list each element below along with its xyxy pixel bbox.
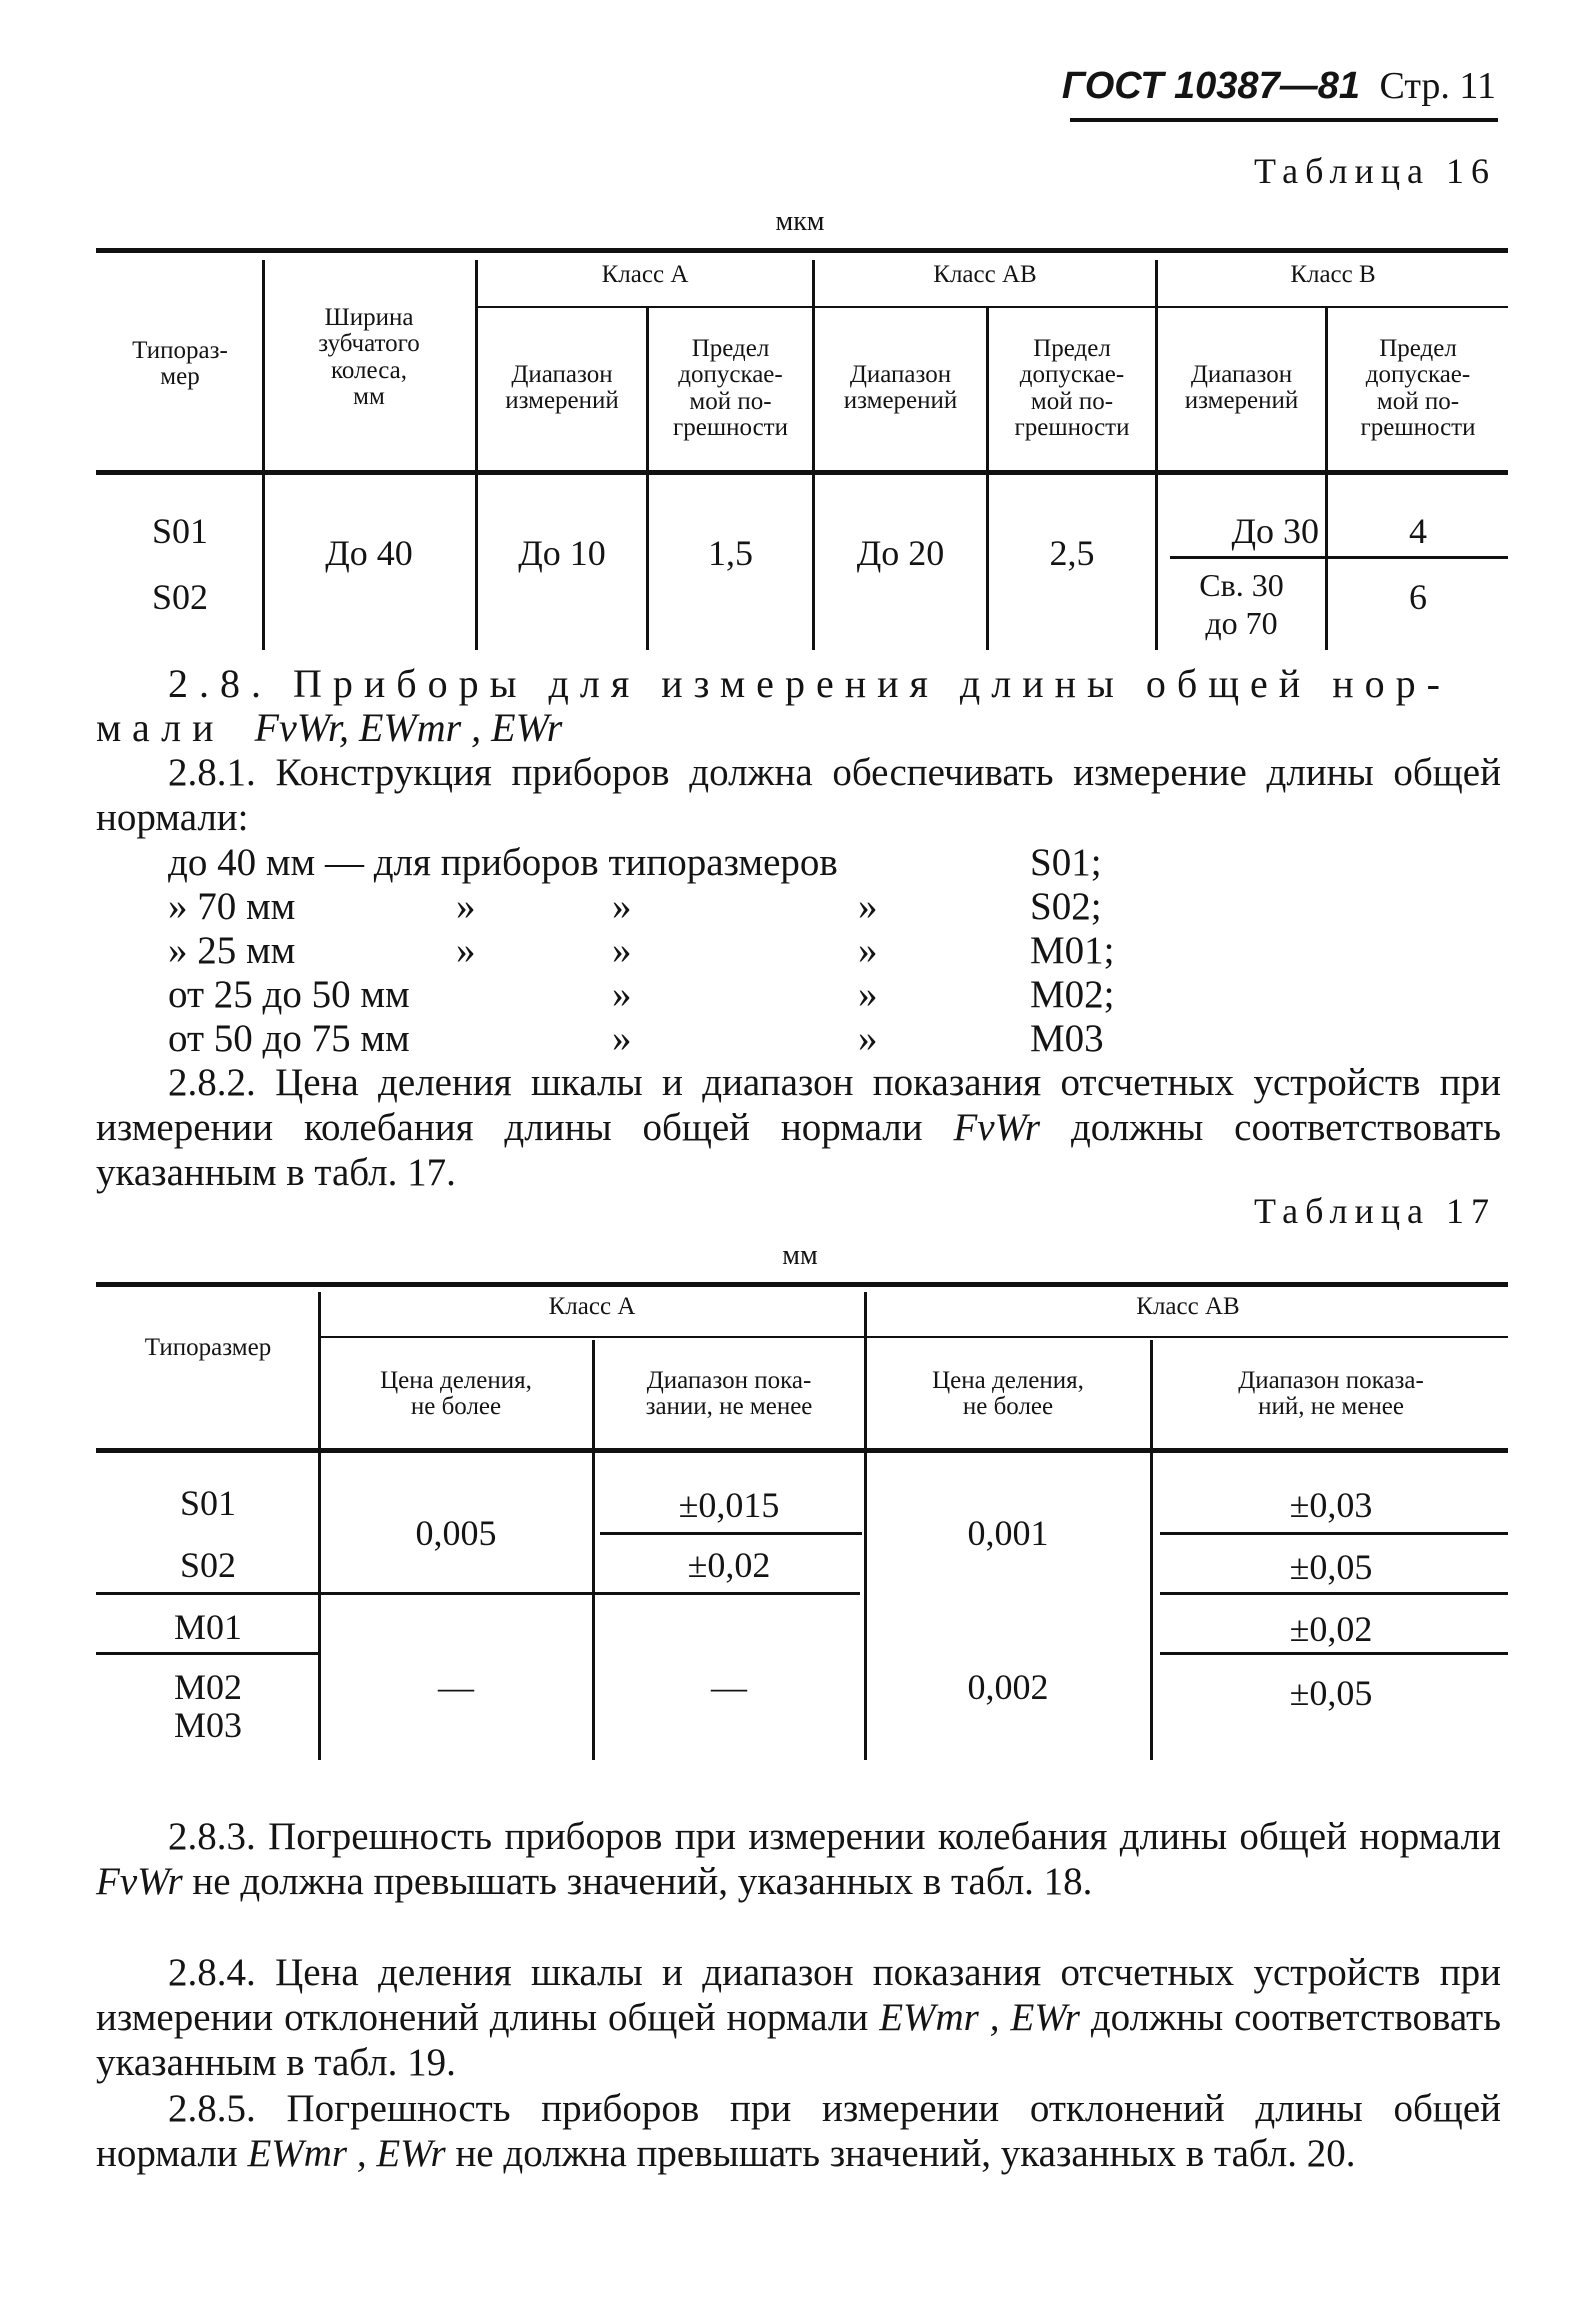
t17-ab-price-s: 0,001 [967,1513,1049,1553]
t16-a-range: До 10 [518,533,606,573]
range-code-3: M01; [1030,929,1115,972]
range-code-5: M03 [1030,1017,1104,1060]
range-code-1: S01; [1030,841,1102,884]
section-2-8-2: 2.8.2. Цена деления шкалы и диапазон показания отсчетных устройств при измерении колебания длины общей нормали FvWr должны соответствовать указанным в табл. 17. [96,1061,1502,1194]
t17-a-range-head: Диапазон пока- зании, не менее [645,1367,813,1421]
page-header [1062,64,1496,108]
t16-ab-limit-head: Предел допускае- мой по- грешности [1014,335,1130,441]
ditto-2a: » [456,885,476,928]
t17-s01: S01 [179,1483,237,1523]
t17-a-range-s02: ±0,02 [687,1545,771,1585]
t16-ab-range: До 20 [856,533,945,573]
t17-a-range-m: — [711,1667,747,1707]
t16-col-tiporazmer: Типораз- мер [132,337,228,391]
ditto-2c: » [858,885,878,928]
page-number: Стр. 11 [1379,65,1496,107]
table17-unit: мм [782,1240,818,1271]
header-rule [1070,118,1498,122]
t17-col-tiporazmer: Типоразмер [144,1334,272,1361]
t16-class-a: Класс А [601,261,689,288]
t16-a-range-head: Диапазон измерений [505,361,619,415]
ditto-4c: » [858,973,878,1016]
t16-width-val: До 40 [325,533,413,573]
t17-m01: M01 [173,1607,242,1647]
section-2-8-title: 2.8. Приборы для измерения длины общей нор- [168,661,1451,706]
t17-a-range-s01: ±0,015 [678,1485,780,1525]
range-item-1: до 40 мм — для приборов типоразмеров [168,841,838,884]
t17-s02: S02 [179,1545,237,1585]
range-item-2: » 70 мм [168,885,296,928]
ditto-2b: » [612,885,632,928]
t17-ab-range-m01: ±0,02 [1289,1609,1373,1649]
t17-m02-m03: M02 M03 [173,1667,242,1745]
t16-a-limit-head: Предел допускае- мой по- грешности [672,335,788,441]
range-code-4: M02; [1030,973,1115,1016]
ditto-5c: » [858,1017,878,1060]
t17-ab-range-m0203: ±0,05 [1289,1673,1373,1713]
t16-b-limit-1: 4 [1409,511,1427,551]
t16-ab-limit: 2,5 [1049,533,1095,573]
range-item-4: от 25 до 50 мм [168,973,410,1016]
section-2-8-5: 2.8.5. Погрешность приборов при измерении отклонений длины общей нормали EWmr , EWr не должна превышать значений, указанных в табл. 20. [96,2087,1501,2175]
t17-ab-range-head: Диапазон показа- ний, не менее [1238,1367,1424,1421]
ditto-3c: » [858,929,878,972]
range-item-5: от 50 до 75 мм [168,1017,410,1060]
ditto-3a: » [456,929,476,972]
t17-a-price-m: — [438,1667,474,1707]
t16-s02: S02 [151,577,209,617]
section-2-8-3: 2.8.3. Погрешность приборов при измерении колебания длины общей нормали FvWr не должна превышать значений, указанных в табл. 18. [96,1815,1501,1903]
t16-class-ab: Класс АВ [933,261,1037,288]
ditto-3b: » [612,929,632,972]
range-item-3: » 25 мм [168,929,296,972]
t16-col-width: Ширина зубчатого колеса, мм [318,304,420,410]
t16-b-range-2: Св. 30 до 70 [1199,567,1284,641]
t17-ab-range-s01: ±0,03 [1289,1485,1373,1525]
t16-class-b: Класс В [1290,261,1376,288]
table16-unit: мкм [775,206,825,237]
section-2-8-title-cont: мали FvWr, EWmr , EWr [96,705,563,750]
table16-caption: Таблица 16 [1254,151,1496,191]
gost-number: ГОСТ 10387—81 [1061,65,1360,107]
t16-ab-range-head: Диапазон измерений [843,361,958,415]
section-2-8-1: 2.8.1. Конструкция приборов должна обеспечивать измерение длины общей нормали: [96,751,1501,839]
t16-b-limit-2: 6 [1409,577,1427,617]
t17-a-price-head: Цена деления, не более [380,1367,532,1421]
t17-class-a: Класс А [548,1293,636,1320]
ditto-5b: » [612,1017,632,1060]
t16-b-range-head: Диапазон измерений [1184,361,1299,415]
t16-b-limit-head: Предел допускае- мой по- грешности [1360,335,1476,441]
range-code-2: S02; [1030,885,1102,928]
t17-ab-price-head: Цена деления, не более [932,1367,1084,1421]
t16-a-limit: 1,5 [708,533,753,573]
ditto-4b: » [612,973,632,1016]
t16-s01: S01 [151,511,209,551]
t17-class-ab: Класс АВ [1136,1293,1240,1320]
t16-b-range-1: До 30 [1231,511,1319,551]
t17-a-price-s: 0,005 [415,1513,497,1553]
table17-caption: Таблица 17 [1254,1191,1496,1231]
section-2-8-4: 2.8.4. Цена деления шкалы и диапазон показания отсчетных устройств при измерении отклонений длины общей нормали EWmr , EWr должны соответствовать указанным в табл. 19. [96,1951,1502,2084]
t17-ab-price-m: 0,002 [967,1667,1049,1707]
t17-ab-range-s02: ±0,05 [1289,1547,1373,1587]
